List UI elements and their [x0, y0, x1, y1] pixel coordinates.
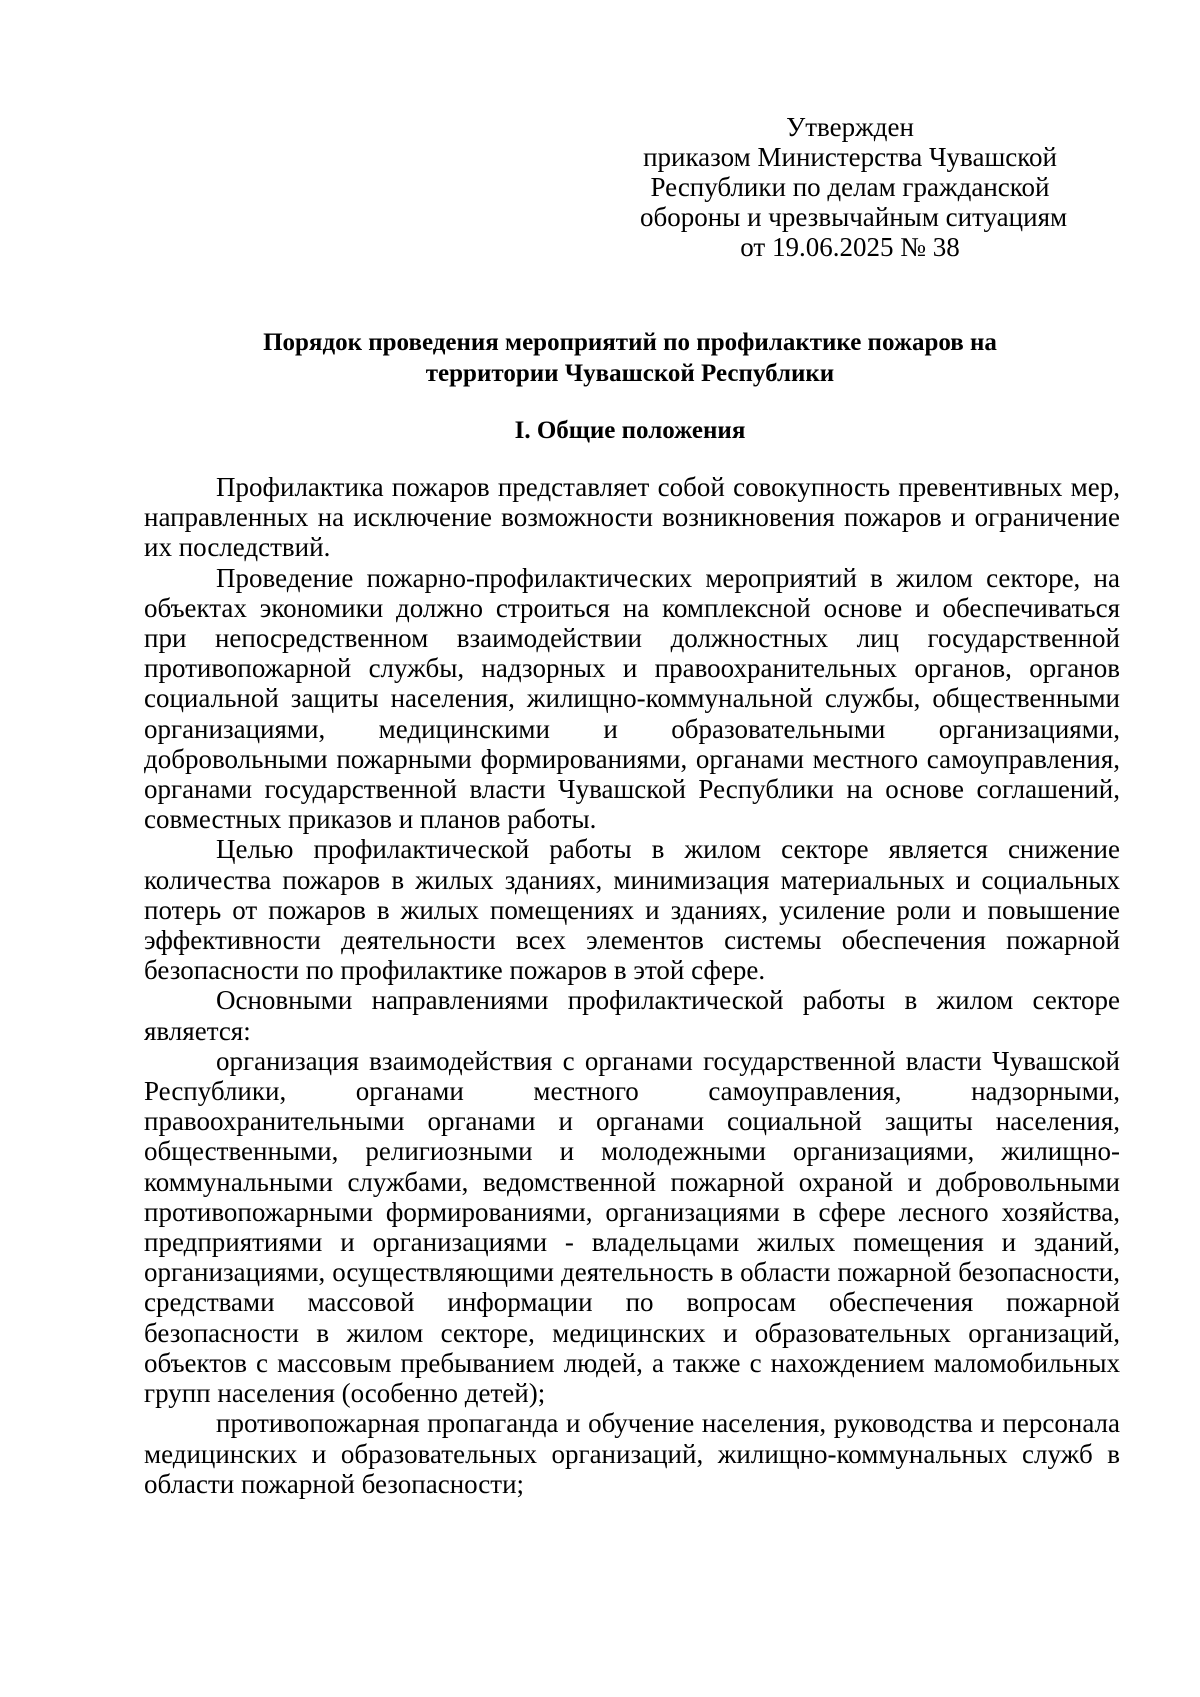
approval-line-republic: Республики по делам гражданской — [650, 172, 1050, 202]
document-title — [140, 327, 1120, 389]
paragraph: противопожарная пропаганда и обучение населения, руководства и персонала медицинских и образовательных организаций, жилищно-коммунальных служб в области пожарной безопасности; — [144, 1408, 1120, 1499]
approval-line-ministry: обороны и чрезвычайным ситуациям — [640, 202, 1068, 232]
paragraph: организация взаимодействия с органами государственной власти Чувашской Республики, органами местного самоуправления, надзорными, правоохранительными органами и органами социальной защиты населения, общественными, религиозными и молодежными организациями, жилищно-коммунальными службами, ведомственной пожарной охраной и добровольными противопожарными формированиями, организациями в сфере лесного хозяйства, предприятиями и организациями - владельцами жилых помещения и зданий, организациями, осуществляющими деятельность в области пожарной безопасности, средствами массовой информации по вопросам обеспечения пожарной безопасности в жилом секторе, медицинских и образовательных организаций, объектов с массовым пребыванием людей, а также с нахождением маломобильных групп населения (особенно детей); — [144, 1045, 1120, 1409]
approval-line-date-number: от 19.06.2025 № 38 — [740, 232, 960, 262]
paragraph: Профилактика пожаров представляет собой совокупность превентивных мер, направленных на исключение возможности возникновения пожаров и ограничение их последствий. — [144, 472, 1120, 563]
approval-line-approved: Утвержден — [786, 112, 914, 142]
paragraph: Основными направлениями профилактической работы в жилом секторе является: — [144, 985, 1120, 1046]
section-heading: I. Общие положения — [514, 417, 746, 444]
paragraph: Целью профилактической работы в жилом секторе является снижение количества пожаров в жилых зданиях, минимизация материальных и социальных потерь от пожаров в жилых помещениях и зданиях, усиление роли и повышение эффективности деятельности всех элементов системы обеспечения пожарной безопасности по профилактике пожаров в этой сфере. — [144, 834, 1120, 986]
document-body — [144, 472, 1120, 1499]
document-title-line-2: территории Чувашской Республики — [425, 360, 835, 387]
approval-line-order: приказом Министерства Чувашской — [643, 142, 1057, 172]
paragraph: Проведение пожарно-профилактических мероприятий в жилом секторе, на объектах экономики должно строиться на комплексной основе и обеспечиваться при непосредственном взаимодействии должностных лиц государственной противопожарной службы, надзорных и правоохранительных органов, органов социальной защиты населения, жилищно-коммунальной службы, общественными организациями, медицинскими и образовательными организациями, добровольными пожарными формированиями, органами местного самоуправления, органами государственной власти Чувашской Республики на основе соглашений, совместных приказов и планов работы. — [144, 562, 1120, 835]
approval-block — [640, 112, 1068, 262]
document-title-line-1: Порядок проведения мероприятий по профилактике пожаров на — [263, 329, 997, 356]
